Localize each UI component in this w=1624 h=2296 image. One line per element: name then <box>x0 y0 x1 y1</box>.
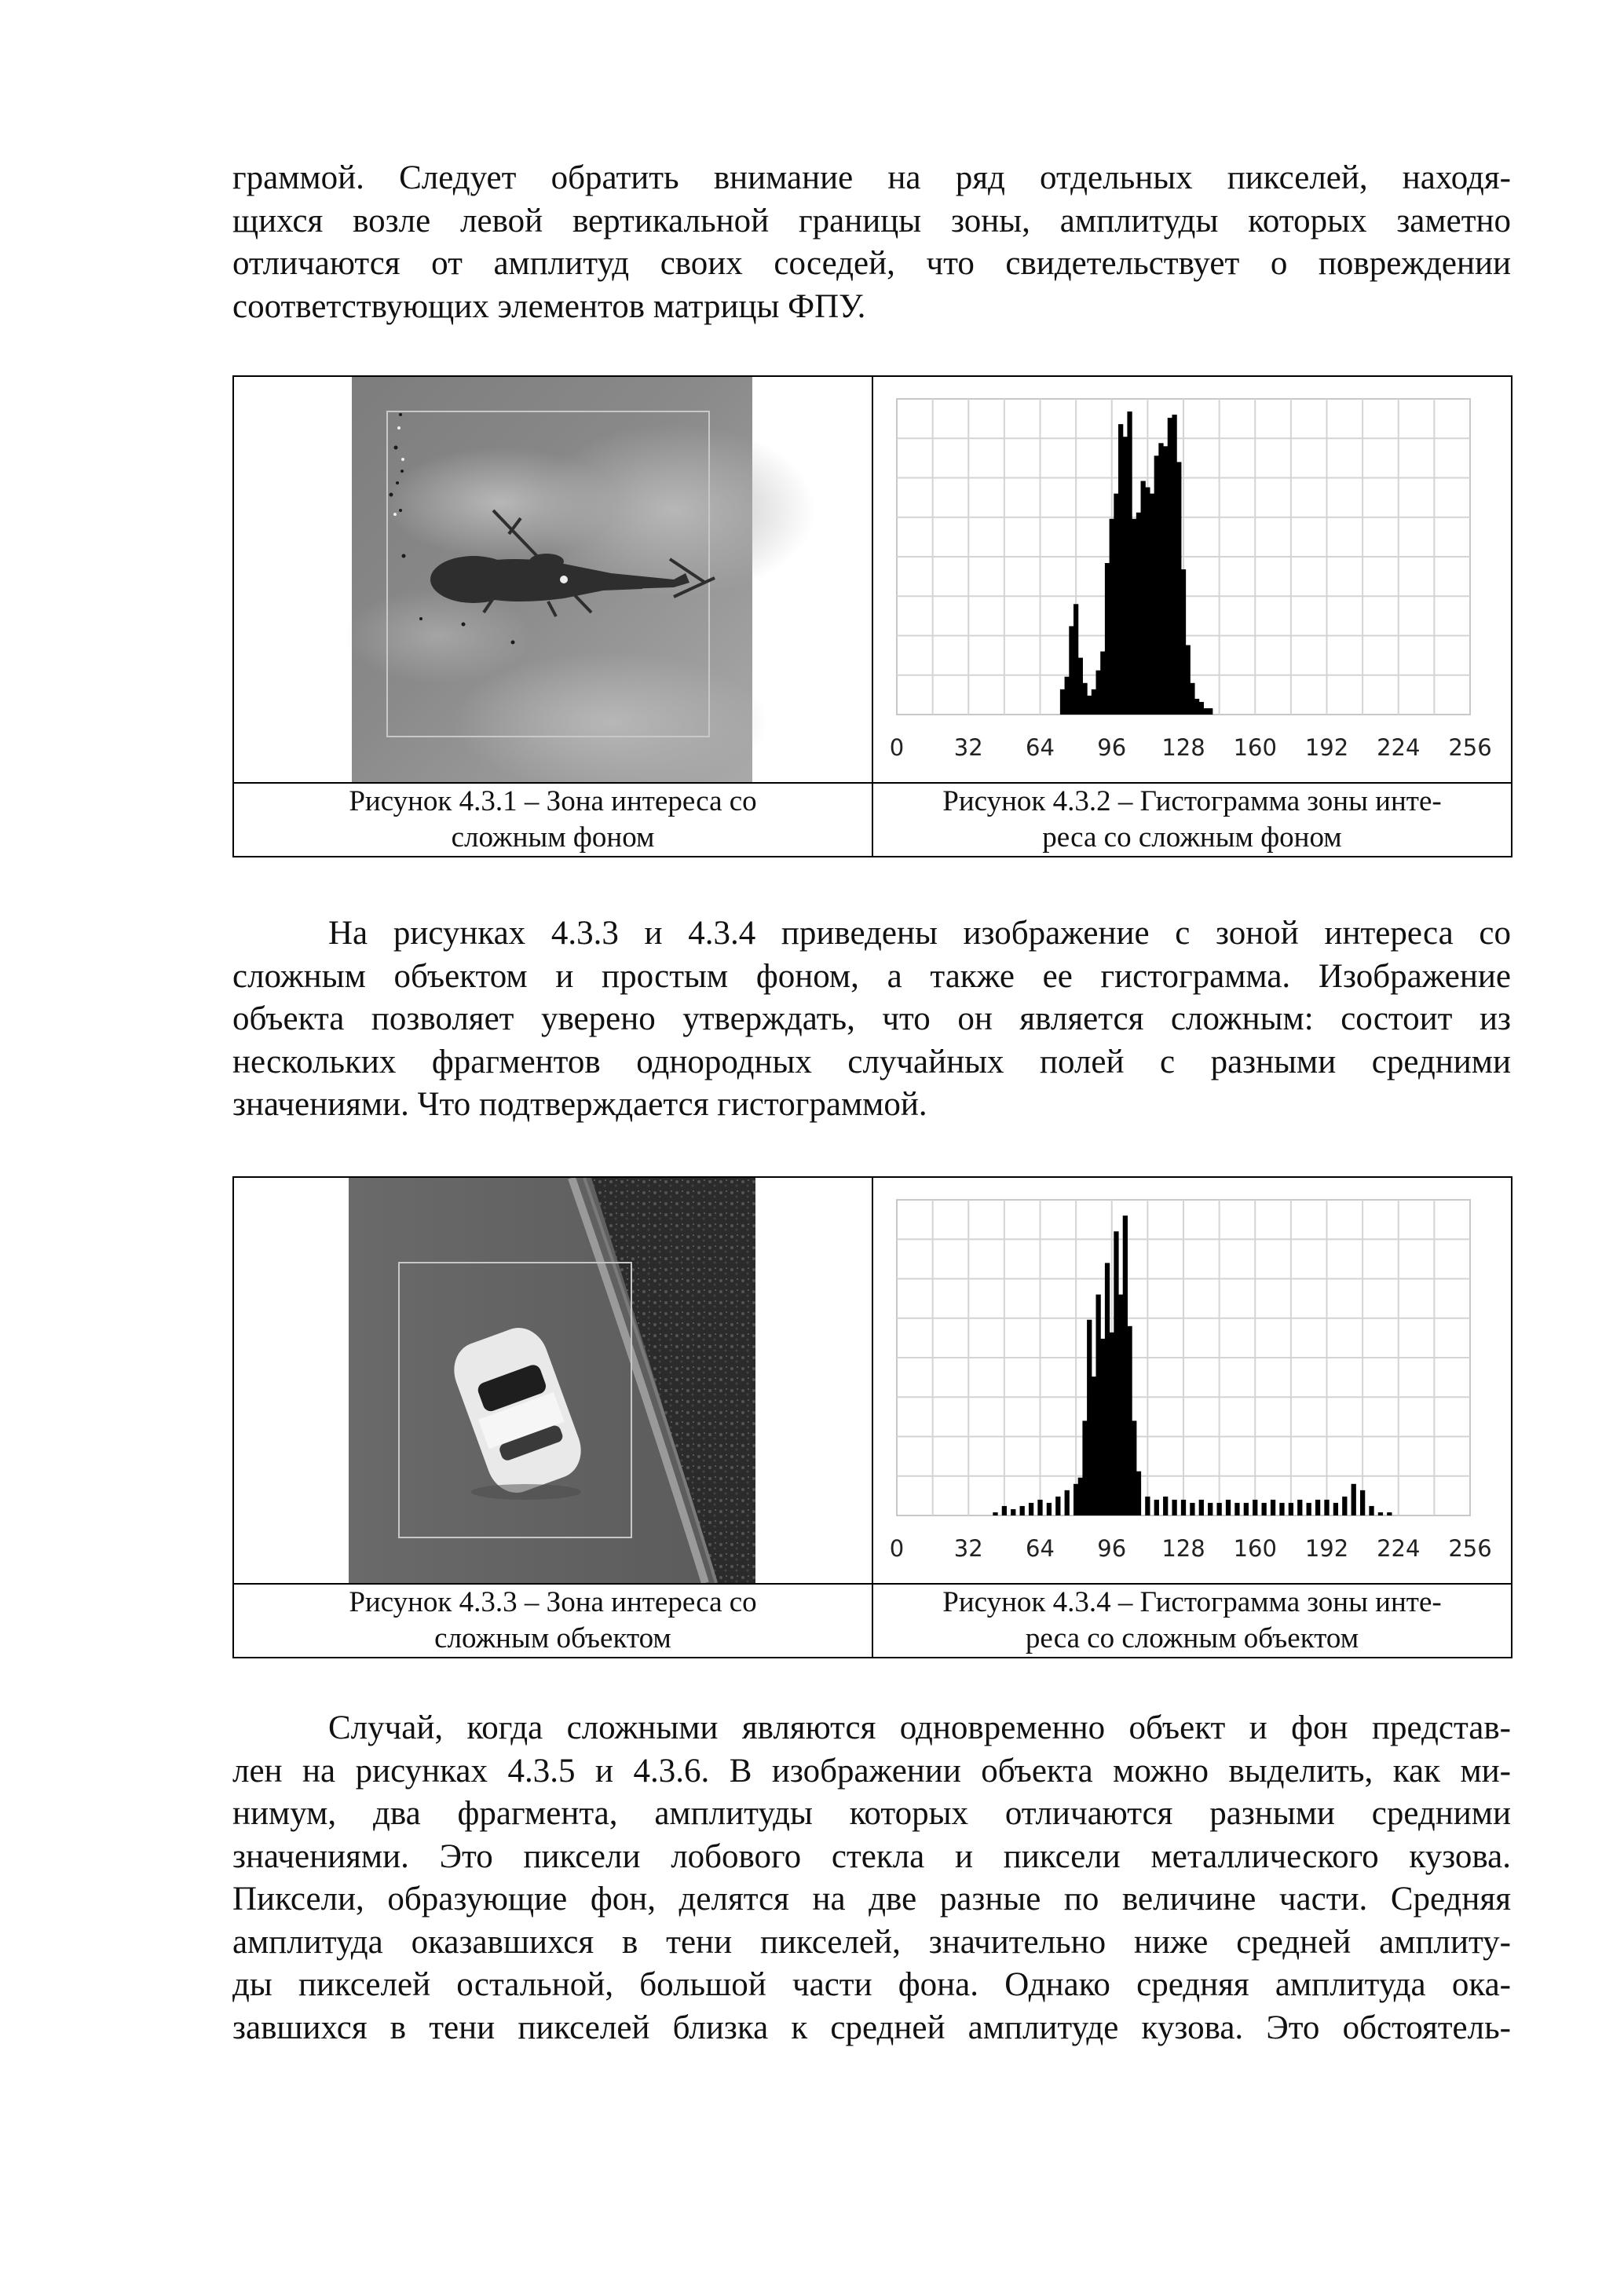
histogram-bar <box>1271 1500 1275 1515</box>
figure-table-2 <box>232 1176 1512 1658</box>
figure-4-3-1-caption <box>233 783 872 857</box>
text-line: значениями. Что подтверждается гистограммой. <box>232 1086 927 1123</box>
paragraph-3 <box>232 1707 1511 2049</box>
text-line: Случай, когда сложными являются одновременно объект и фон представ- <box>328 1709 1511 1746</box>
histogram-bar <box>1352 1484 1356 1515</box>
figure-4-3-2-caption <box>872 783 1512 857</box>
x-tick-label: 224 <box>1377 1535 1421 1562</box>
histogram-bar <box>1387 1512 1392 1515</box>
histogram-bar <box>1078 658 1083 715</box>
text-line: соответствующих элементов матрицы ФПУ. <box>232 287 866 325</box>
histogram-bar <box>1087 696 1092 715</box>
histogram-bar <box>1055 1497 1060 1515</box>
histogram-bar <box>1136 513 1141 715</box>
caption-line: сложным объектом <box>434 1622 671 1654</box>
histogram-bar <box>1163 1497 1168 1515</box>
text-line: сложным объектом и простым фоном, а также ее гистограмма. Изображение <box>232 957 1511 995</box>
caption-line: реса со сложным фоном <box>1042 821 1342 854</box>
histogram-bar <box>1118 424 1123 715</box>
histogram-bar <box>1123 1216 1128 1515</box>
histogram-bar <box>1114 1231 1118 1515</box>
text-line: объекта позволяет уверено утверждать, что он является сложным: состоит из <box>232 1000 1511 1037</box>
x-tick-label: 256 <box>1448 734 1492 761</box>
histogram-bar <box>1262 1503 1267 1515</box>
histogram-bar <box>1154 1500 1159 1515</box>
histogram-bar <box>1096 671 1101 715</box>
histogram-bar <box>1110 519 1114 715</box>
histogram-bar <box>1074 1484 1078 1515</box>
histogram-bar <box>1208 708 1213 715</box>
histogram-bar <box>1087 1320 1092 1515</box>
histogram-bar <box>1333 1503 1338 1515</box>
histogram-bar <box>1082 683 1087 715</box>
text-line: граммой. Следует обратить внимание на ряд отдельных пикселей, находя- <box>232 159 1511 196</box>
car-road-image <box>234 1178 870 1583</box>
caption-line: сложным фоном <box>451 821 655 854</box>
histogram-bar <box>1065 677 1070 715</box>
histogram-bar <box>1279 1503 1284 1515</box>
histogram-bar <box>1181 1500 1186 1515</box>
histogram-bar <box>1141 481 1146 715</box>
histogram-bar <box>1216 1503 1221 1515</box>
histogram-bar <box>1127 1326 1132 1515</box>
helicopter-ir-image <box>234 377 870 782</box>
histogram-bar <box>1194 699 1199 715</box>
x-tick-label: 64 <box>1026 734 1055 761</box>
histogram-bar <box>1172 1500 1176 1515</box>
histogram-bar <box>1065 1490 1070 1515</box>
x-tick-label: 160 <box>1233 1535 1277 1562</box>
x-tick-label: 0 <box>889 734 905 761</box>
histogram-bar <box>1307 1503 1311 1515</box>
text-line: На рисунках 4.3.3 и 4.3.4 приведены изображение с зоной интереса со <box>328 915 1511 952</box>
histogram-bar <box>1092 689 1096 715</box>
figure-4-3-4-caption <box>872 1584 1512 1658</box>
figure-4-3-3-cell <box>233 1177 872 1584</box>
figure-4-3-4-cell <box>872 1177 1512 1584</box>
x-tick-label: 96 <box>1097 1535 1127 1562</box>
histogram-bar <box>1060 689 1065 715</box>
histogram-bar <box>1150 494 1154 715</box>
x-tick-label: 128 <box>1161 734 1205 761</box>
histogram-bar <box>1020 1506 1025 1515</box>
x-tick-label: 128 <box>1161 1535 1205 1562</box>
histogram-bar <box>1378 1512 1383 1515</box>
histogram-bar <box>1208 1503 1213 1515</box>
histogram-bar <box>1100 652 1105 715</box>
histogram-bar <box>1029 1503 1033 1515</box>
x-tick-label: 256 <box>1448 1535 1492 1562</box>
histogram-bar <box>1114 494 1118 715</box>
histogram-bar <box>1069 626 1074 715</box>
histogram-bar <box>1199 1500 1204 1515</box>
histogram-bar <box>1172 415 1176 715</box>
histogram-bar <box>1002 1506 1007 1515</box>
histogram-bar <box>1203 708 1208 715</box>
histogram-bar <box>1226 1500 1231 1515</box>
histogram-bar <box>1158 443 1163 715</box>
histogram-bar <box>1181 569 1186 715</box>
x-tick-label: 0 <box>889 1535 905 1562</box>
histogram-bar <box>1360 1490 1365 1515</box>
histogram-chart-1 <box>873 377 1509 782</box>
caption-line: Рисунок 4.3.4 – Гистограмма зоны инте- <box>942 1586 1442 1618</box>
histogram-bar <box>1168 418 1172 715</box>
histogram-bar <box>1176 462 1181 715</box>
histogram-bar <box>1324 1500 1329 1515</box>
histogram-bar <box>1078 1478 1083 1515</box>
text-line: амплитуда оказавшихся в тени пикселей, значительно ниже средней амплиту- <box>232 1923 1511 1961</box>
histogram-bar <box>1199 702 1204 715</box>
text-line: лен на рисунках 4.3.5 и 4.3.6. В изображении объекта можно выделить, как ми- <box>232 1752 1511 1790</box>
x-tick-label: 64 <box>1026 1535 1055 1562</box>
histogram-bar <box>1100 1339 1105 1515</box>
histogram-bar <box>1163 446 1168 715</box>
histogram-bar <box>1118 1295 1123 1515</box>
histogram-bar <box>1074 604 1078 715</box>
x-tick-label: 192 <box>1304 734 1349 761</box>
histogram-bar <box>1092 1377 1096 1515</box>
histogram-bar <box>1123 437 1128 715</box>
histogram-bar <box>1037 1500 1042 1515</box>
histogram-bar <box>1145 488 1150 715</box>
histogram-bar <box>1011 1509 1015 1515</box>
x-tick-label: 224 <box>1377 734 1421 761</box>
text-line: ды пикселей остальной, большой части фона. Однако средняя амплитуда ока- <box>232 1966 1511 2003</box>
histogram-chart-2 <box>873 1178 1509 1583</box>
histogram-bar <box>1342 1497 1347 1515</box>
histogram-bar <box>1190 1503 1194 1515</box>
caption-line: Рисунок 4.3.2 – Гистограмма зоны инте- <box>942 785 1442 817</box>
histogram-bar <box>1289 1503 1293 1515</box>
x-tick-label: 160 <box>1233 734 1277 761</box>
x-tick-label: 32 <box>953 1535 983 1562</box>
histogram-bar <box>1253 1500 1257 1515</box>
histogram-bar <box>1136 1472 1141 1515</box>
histogram-bar <box>1297 1500 1302 1515</box>
x-tick-label: 192 <box>1304 1535 1349 1562</box>
histogram-bar <box>1145 1497 1150 1515</box>
histogram-bar <box>1127 411 1132 715</box>
caption-line: Рисунок 4.3.1 – Зона интереса со <box>349 785 757 817</box>
histogram-bar <box>1105 1263 1110 1515</box>
histogram-bar <box>1234 1503 1239 1515</box>
histogram-bar <box>1096 1295 1101 1515</box>
figure-4-3-1-cell <box>233 376 872 783</box>
x-tick-label: 96 <box>1097 734 1127 761</box>
histogram-bar <box>1186 645 1191 715</box>
text-line: нескольких фрагментов однородных случайных полей с разными средними <box>232 1043 1511 1080</box>
paragraph-2 <box>232 912 1511 1127</box>
text-line: Пиксели, образующие фон, делятся на две разные по величине части. Средняя <box>232 1881 1511 1918</box>
text-line: нимум, два фрагмента, амплитуды которых отличаются разными средними <box>232 1795 1511 1832</box>
histogram-bar <box>1190 683 1194 715</box>
histogram-bar <box>1082 1420 1087 1515</box>
caption-line: реса со сложным объектом <box>1025 1622 1359 1654</box>
histogram-bar <box>1132 1420 1136 1515</box>
text-line: значениями. Это пиксели лобового стекла и пиксели металлического кузова. <box>232 1837 1511 1875</box>
text-line: завшихся в тени пикселей близка к средней амплитуде кузова. Это обстоятель- <box>232 2009 1511 2046</box>
histogram-bar <box>1105 563 1110 715</box>
histogram-bar <box>993 1512 997 1515</box>
caption-line: Рисунок 4.3.3 – Зона интереса со <box>349 1586 757 1618</box>
histogram-bar <box>1154 455 1159 715</box>
x-tick-label: 32 <box>953 734 983 761</box>
paragraph-1 <box>232 157 1511 328</box>
text-line: отличаются от амплитуд своих соседей, что свидетельствует о повреждении <box>232 245 1511 282</box>
figure-4-3-2-cell <box>872 376 1512 783</box>
histogram-bar <box>1244 1503 1249 1515</box>
figure-4-3-3-caption <box>233 1584 872 1658</box>
histogram-bar <box>1047 1503 1052 1515</box>
histogram-bar <box>1369 1506 1373 1515</box>
text-line: щихся возле левой вертикальной границы зоны, амплитуды которых заметно <box>232 202 1511 239</box>
histogram-bar <box>1132 519 1136 715</box>
histogram-bar <box>1315 1500 1320 1515</box>
figure-table-1 <box>232 375 1512 857</box>
histogram-bar <box>1110 1333 1114 1515</box>
